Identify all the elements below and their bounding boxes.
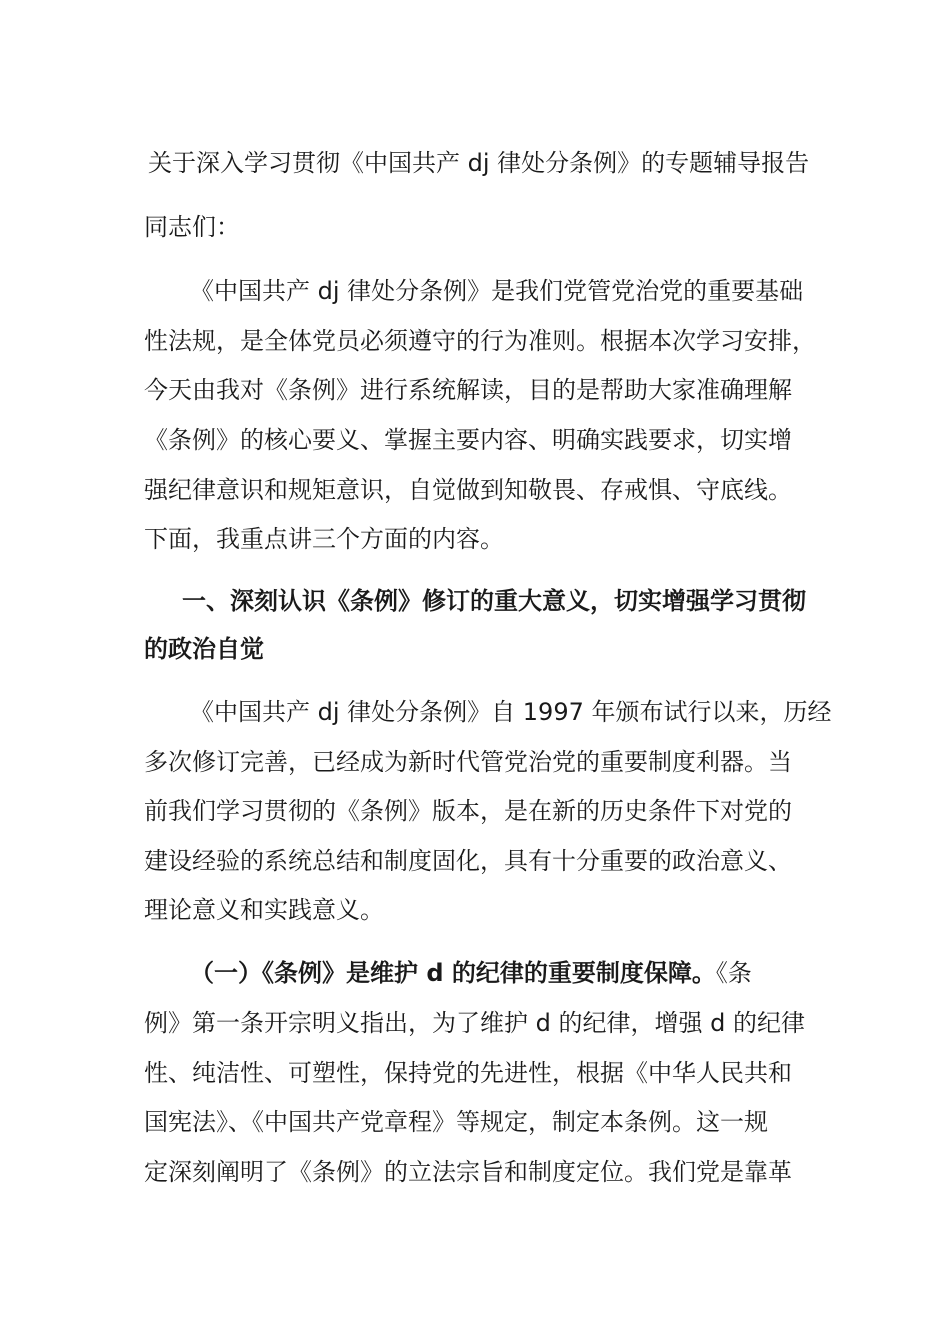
paragraph-line: 建设经验的系统总结和制度固化，具有十分重要的政治意义、 [144,847,792,875]
paragraph-line: 多次修订完善，已经成为新时代管党治党的重要制度利器。当 [144,748,792,776]
paragraph-line: 性法规，是全体党员必须遵守的行为准则。根据本次学习安排， [144,327,816,355]
paragraph-line: 今天由我对《条例》进行系统解读，目的是帮助大家准确理解 [144,376,792,404]
section-heading: 的政治自觉 [144,635,264,663]
paragraph-line: 强纪律意识和规矩意识，自觉做到知敬畏、存戒惧、守底线。 [144,476,792,504]
document-title: 关于深入学习贯彻《中国共产 dj 律处分条例》的专题辅导报告 [148,149,810,177]
paragraph-line: 《中国共产 dj 律处分条例》是我们党管党治党的重要基础 [190,277,804,305]
subsection-heading: （一）《条例》是维护 d 的纪律的重要制度保障。 [190,959,716,987]
paragraph-line: 前我们学习贯彻的《条例》版本，是在新的历史条件下对党的 [144,797,792,825]
paragraph-line: 国宪法》、《中国共产党章程》等规定，制定本条例。这一规 [144,1108,768,1136]
paragraph-line: 《中国共产 dj 律处分条例》自 1997 年颁布试行以来，历经 [190,698,832,726]
paragraph-text: 《条 [715,959,752,987]
paragraph-line: 定深刻阐明了《条例》的立法宗旨和制度定位。我们党是靠革 [144,1158,792,1186]
paragraph-line: 理论意义和实践意义。 [144,896,384,924]
paragraph-line: 性、纯洁性、可塑性，保持党的先进性，根据《中华人民共和 [144,1059,792,1087]
paragraph-line: 例》第一条开宗明义指出，为了维护 d 的纪律，增强 d 的纪律 [144,1009,805,1037]
salutation: 同志们： [144,213,240,241]
section-heading: 一、深刻认识《条例》修订的重大意义，切实增强学习贯彻 [182,587,806,615]
paragraph-line: 《条例》的核心要义、掌握主要内容、明确实践要求，切实增 [144,426,792,454]
paragraph-line: 下面，我重点讲三个方面的内容。 [144,525,504,553]
paragraph-line [190,956,752,990]
